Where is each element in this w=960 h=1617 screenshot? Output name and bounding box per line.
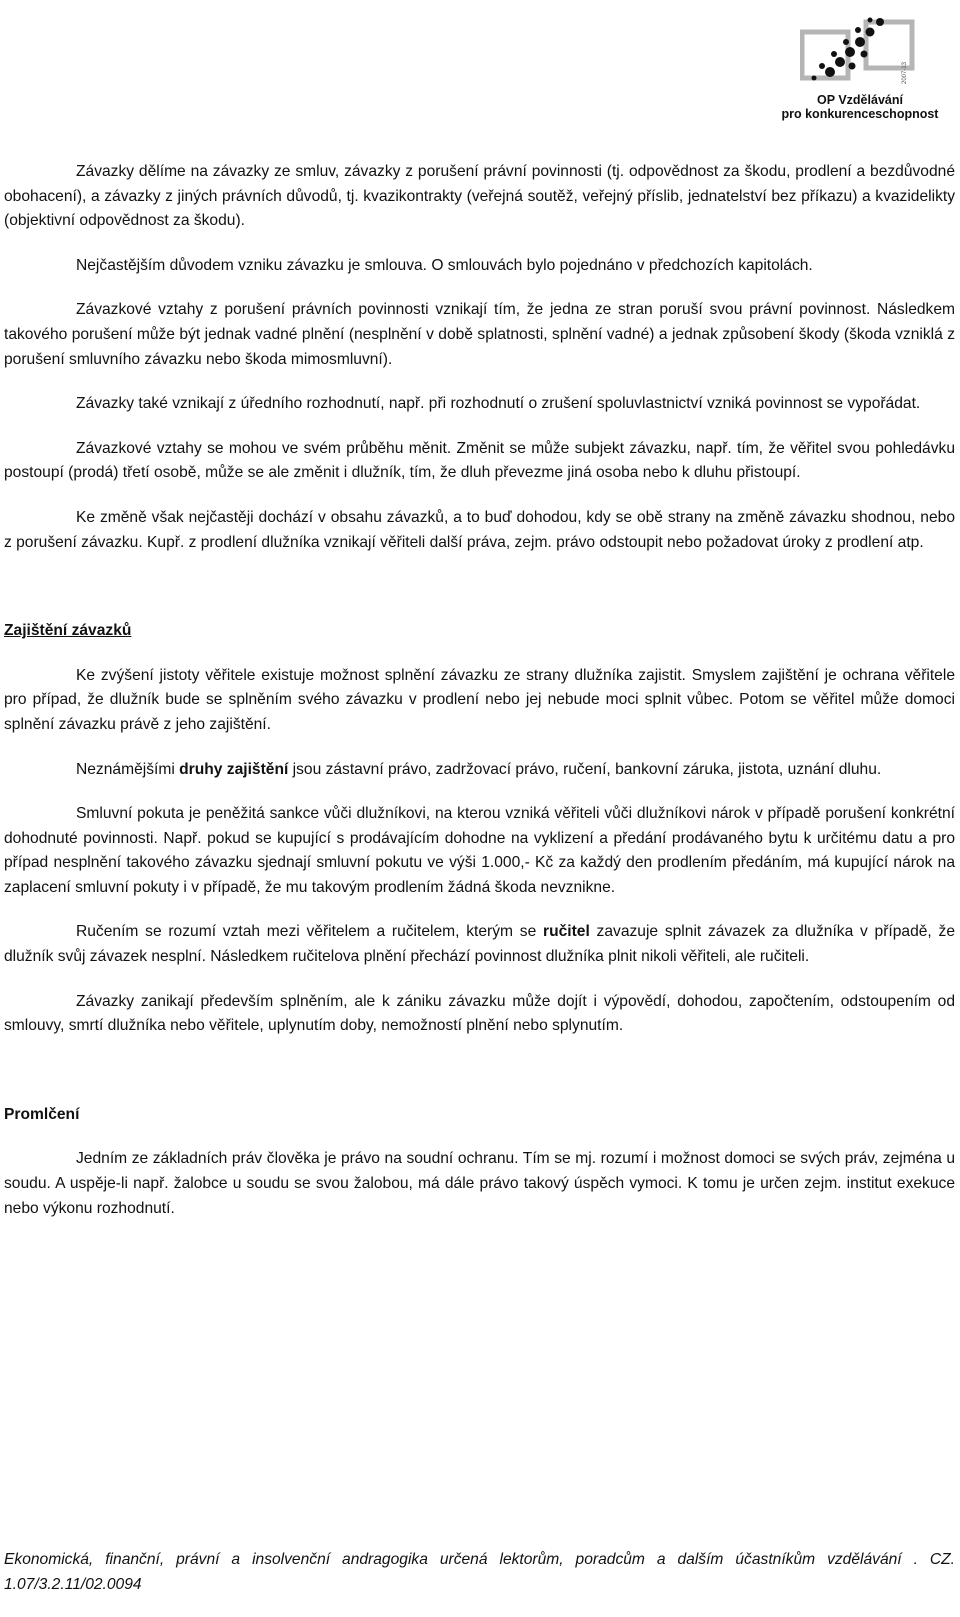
paragraph-official-decision: Závazky také vznikají z úředního rozhodnutí, např. při rozhodnutí o zrušení spoluvlastnictví vzniká povinnost se vypořádat. bbox=[76, 395, 921, 413]
paragraph-judicial-protection: Jedním ze základních práv člověka je právo na soudní ochranu. Tím se mj. rozumí i možnost domoci se svých práv, zejména u soudu. A uspěje-li např. žalobce u soudu se svou žalobou, má dále právo takový úspěch vymoci. K tomu je určen zejm. institut exekuce nebo výkonu rozhodnutí. bbox=[4, 1150, 955, 1217]
paragraph-security-types: Neznámějšími druhy zajištění jsou zástavní právo, zadržovací právo, ručení, bankovní záruka, jistota, uznání dluhu. bbox=[76, 760, 882, 778]
paragraph-content-change: Ke změně však nejčastěji dochází v obsahu závazků, a to buď dohodou, kdy se obě strany na změně závazku shodnou, nebo z porušení závazku. Kupř. z prodlení dlužníka vznikají věřiteli další práva, zejm. právo odstoupit nebo požadovat úroky z prodlení atp. bbox=[4, 508, 955, 551]
page-footer: Ekonomická, finanční, právní a insolvenční andragogika určená lektorům, poradcům a dalším účastníkům vzdělávání . CZ. 1.07/3.2.11/02.0094 bbox=[4, 1551, 955, 1593]
paragraph-obligation-types: Závazky dělíme na závazky ze smluv, závazky z porušení právní povinnosti (tj. odpovědnost za škodu, prodlení a bezdůvodné obohacení), a závazky z jiných právních důvodů, tj. kvazikontrakty (veřejná soutěž, veřejný příslib, jednatelství bez příkazu) a kvazidelikty (objektivní odpovědnost za škodu). bbox=[4, 163, 955, 230]
heading-prescription: Promlčení bbox=[4, 1105, 80, 1123]
paragraph-breach-obligations: Závazkové vztahy z porušení právních povinnosti vznikají tím, že jedna ze stran poruší svou právní povinnost. Následkem takového porušení může být jednak vadné plnění (nesplnění v době splatnosti, splnění vadné) a jednak způsobení škody (škoda vzniklá z porušení smluvního závazku nebo škoda mimosmluvní). bbox=[4, 301, 955, 368]
paragraph-contract-source: Nejčastějším důvodem vzniku závazku je smlouva. O smlouvách bylo pojednáno v předchozích kapitolách. bbox=[76, 256, 813, 274]
paragraph-contract-penalty: Smluvní pokuta je peněžitá sankce vůči dlužníkovi, na kterou vzniká věřiteli vůči dlužníkovi nárok v případě porušení konkrétní dohodnuté povinnosti. Např. pokud se kupující s prodávajícím dohodne na vyklizení a předání prodávaného bytu k určitému datu a pro případ nesplnění takového závazku sjednají smluvní pokutu ve výši 1.000,- Kč za každý den prodlením předáním, má kupující nárok na zaplacení smluvní pokuty i v případě, že mu takovým prodlením žádná škoda nevznikne. bbox=[4, 805, 955, 896]
op-logo-graphic bbox=[800, 14, 920, 92]
paragraph-subject-change: Závazkové vztahy se mohou ve svém průběhu měnit. Změnit se může subjekt závazku, např. tím, že věřitel svou pohledávku postoupí (prodá) třetí osobě, může se ale změnit i dlužník, tím, že dluh převezme jiná osoba nebo k dluhu přistoupí. bbox=[4, 439, 955, 482]
heading-security: Zajištění závazků bbox=[4, 622, 132, 640]
paragraph-security-purpose: Ke zvýšení jistoty věřitele existuje možnost splnění závazku ze strany dlužníka zajistit. Smyslem zajištění je ochrana věřitele pro případ, že dlužník bude se splněním svého závazku v prodlení nebo jej nebude moci splnit vůbec. Potom se věřitel může domoci splnění závazku právě z jeho zajištění. bbox=[4, 666, 955, 733]
bold-term: druhy zajištění bbox=[179, 760, 289, 778]
svg-text:2007-13: 2007-13 bbox=[902, 61, 908, 84]
paragraph-extinction: Závazky zanikají především splněním, ale k zániku závazku může dojít i výpovědí, dohodou, započtením, odstoupením od smlouvy, smrtí dlužníka nebo věřitele, uplynutím doby, nemožností plnění nebo splynutím. bbox=[4, 992, 955, 1035]
logo-subtitle: pro konkurenceschopnost bbox=[781, 107, 939, 121]
paragraph-surety: Ručením se rozumí vztah mezi věřitelem a ručitelem, kterým se ručitel zavazuje splnit závazek za dlužníka v případě, že dlužník svůj závazek nesplní. Následkem ručitelova plnění přechází povinnost dlužníka plnit nikoli věřiteli, ale ručiteli. bbox=[4, 923, 955, 966]
logo-title: OP Vzdělávání bbox=[817, 93, 903, 107]
bold-term: ručitel bbox=[543, 923, 590, 941]
op-logo bbox=[770, 8, 950, 120]
document-body bbox=[4, 160, 955, 1221]
